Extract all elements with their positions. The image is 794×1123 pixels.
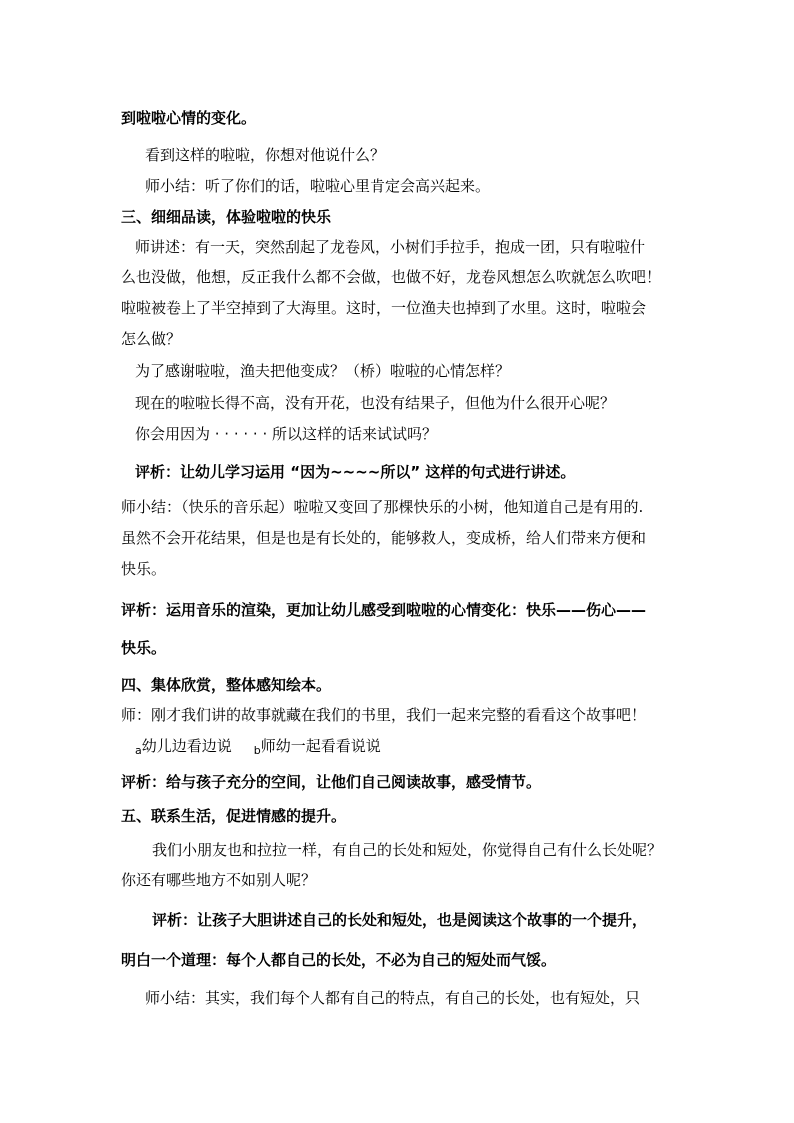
list-marker: b	[253, 744, 261, 757]
text-line: 师：刚才我们讲的故事就藏在我们的书里，我们一起来完整的看看这个故事吧！	[121, 706, 647, 724]
section-heading: 四、集体欣赏，整体感知绘本。	[121, 676, 332, 694]
comment-line: 评析：给与孩子充分的空间，让他们自己阅读故事，感受情节。	[121, 773, 542, 791]
text-line: 师讲述：有一天，突然刮起了龙卷风，小树们手拉手，抱成一团，只有啦啦什	[135, 238, 646, 256]
comment-line: 评析：让孩子大胆讲述自己的长处和短处，也是阅读这个故事的一个提升，	[152, 911, 648, 929]
comment-line: 评析：让幼儿学习运用 “因为~~~~所以” 这样的句式进行讲述。	[135, 463, 576, 481]
text-line: 现在的啦啦长得不高，没有开花，也没有结果子，但他为什么很开心呢？	[135, 394, 616, 412]
list-item-text: 师幼一起看看说说	[260, 737, 381, 755]
section-heading: 三、细细品读，体验啦啦的快乐	[121, 208, 332, 226]
text-line: 你会用因为 · · · · · · 所以这样的话来试试吗？	[135, 425, 437, 443]
text-line: 看到这样的啦啦，你想对他说什么？	[145, 146, 386, 164]
text-line: 啦啦被卷上了半空掉到了大海里。这时，一位渔夫也掉到了水里。这时，啦啦会	[121, 299, 647, 317]
list-item-text: 幼儿边看边说	[141, 737, 232, 755]
text-line: 你还有哪些地方不如别人呢？	[121, 871, 317, 889]
comment-line: 评析：运用音乐的渲染，更加让幼儿感受到啦啦的心情变化：快乐——伤心——	[121, 601, 647, 619]
comment-line: 明白一个道理：每个人都自己的长处，不必为自己的短处而气馁。	[121, 951, 557, 969]
text-line: 我们小朋友也和拉拉一样，有自己的长处和短处，你觉得自己有什么长处呢？	[152, 841, 663, 859]
text-line: 为了感谢啦啦，渔夫把他变成？（桥）啦啦的心情怎样？	[135, 362, 511, 380]
text-line: 虽然不会开花结果，但是也是有长处的，能够救人，变成桥，给人们带来方便和	[121, 529, 647, 547]
text-line: 师小结：（快乐的音乐起）啦啦又变回了那棵快乐的小树，他知道自己是有用的.	[121, 498, 644, 516]
text-line: 到啦啦心情的变化。	[121, 109, 257, 127]
text-line: 么也没做，他想，反正我什么都不会做，也做不好，龙卷风想怎么吹就怎么吹吧！	[121, 268, 662, 286]
text-line: 怎么做？	[121, 330, 182, 348]
list-item	[135, 736, 381, 758]
section-heading: 五、联系生活，促进情感的提升。	[121, 807, 347, 825]
text-line: 快乐。	[121, 560, 167, 578]
list-marker: a	[135, 744, 142, 757]
comment-line: 快乐。	[121, 639, 167, 657]
text-line: 师小结：其实，我们每个人都有自己的特点，有自己的长处，也有短处，只	[145, 989, 641, 1007]
text-line: 师小结：听了你们的话，啦啦心里肯定会高兴起来。	[145, 177, 491, 195]
